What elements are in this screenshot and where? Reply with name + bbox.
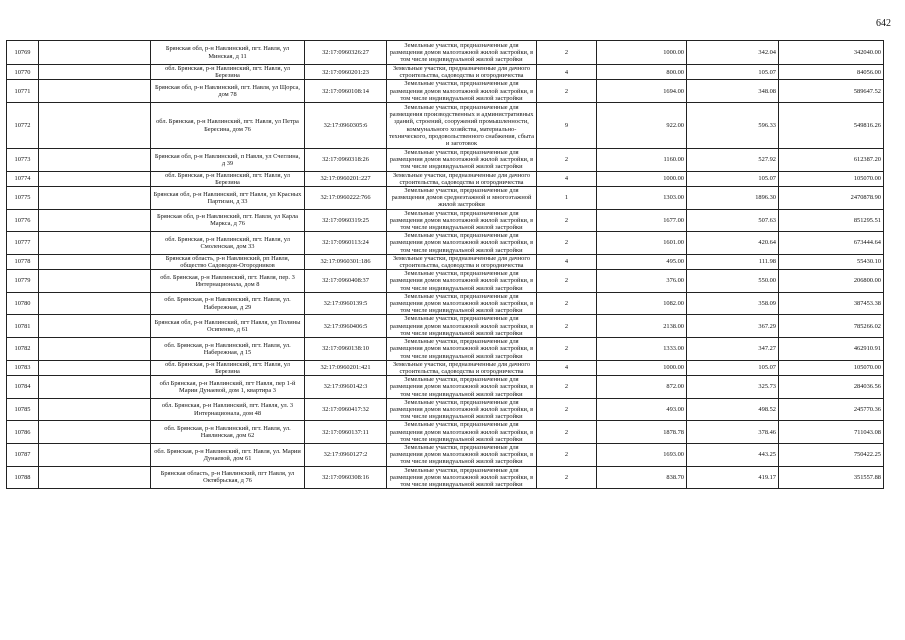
row-number: 10782: [7, 338, 39, 361]
blank-cell: [39, 360, 151, 375]
cadastral-value-cell: 673444.64: [779, 232, 884, 255]
cadastral-number-cell: 32:17:0960201:227: [305, 171, 387, 186]
blank-cell: [39, 149, 151, 172]
row-number: 10787: [7, 443, 39, 466]
cadastral-number-cell: 32:17:0960301:186: [305, 254, 387, 269]
area-cell: 2138.00: [597, 315, 687, 338]
land-use-cell: Земельные участки, предназначенные для дачного строительства, садоводства и огородничества: [387, 171, 537, 186]
land-use-cell: Земельные участки, предназначенные для размещения производственных и административных зданий, строений, сооружений промышленности, коммунального хозяйства, материально-технического, продовольственного снабжения, сбыта и заготовок: [387, 103, 537, 149]
group-number-cell: 2: [537, 466, 597, 489]
group-number-cell: 2: [537, 376, 597, 399]
area-cell: 922.00: [597, 103, 687, 149]
land-use-cell: Земельные участки, предназначенные для дачного строительства, садоводства и огородничества: [387, 254, 537, 269]
land-use-cell: Земельные участки, предназначенные для размещения домов малоэтажной жилой застройки, в том числе индивидуальной жилой застройки: [387, 315, 537, 338]
cadastral-number-cell: 32:17:0960138:10: [305, 338, 387, 361]
row-number: 10777: [7, 232, 39, 255]
blank-cell: [39, 103, 151, 149]
table-row: [7, 149, 884, 172]
rate-cell: 347.27: [687, 338, 779, 361]
cadastral-value-cell: 84056.00: [779, 65, 884, 80]
group-number-cell: 4: [537, 360, 597, 375]
group-number-cell: 4: [537, 65, 597, 80]
cadastral-number-cell: 32:17:0960305:6: [305, 103, 387, 149]
blank-cell: [39, 376, 151, 399]
row-number: 10778: [7, 254, 39, 269]
cadastral-value-cell: 105070.00: [779, 171, 884, 186]
cadastral-value-cell: 549816.26: [779, 103, 884, 149]
address-cell: обл. Брянская, р-н Навлинский, пгт. Навля, ул. Навлинская, дом 62: [151, 421, 305, 444]
cadastral-value-cell: 711043.08: [779, 421, 884, 444]
table-row: [7, 209, 884, 232]
rate-cell: 498.52: [687, 398, 779, 421]
area-cell: 376.00: [597, 270, 687, 293]
cadastral-number-cell: 32:17:0960139:5: [305, 292, 387, 315]
address-cell: Брянская область, р-н Навлинский, пгт Навля, ул Октябрьская, д 76: [151, 466, 305, 489]
row-number: 10786: [7, 421, 39, 444]
cadastral-number-cell: 32:17:0960113:24: [305, 232, 387, 255]
rate-cell: 419.17: [687, 466, 779, 489]
table-row: [7, 338, 884, 361]
area-cell: 1160.00: [597, 149, 687, 172]
rate-cell: 105.07: [687, 65, 779, 80]
address-cell: обл. Брянская, р-н Навлинский, пгт. Навля, ул Петра Бересина, дом 76: [151, 103, 305, 149]
row-number: 10770: [7, 65, 39, 80]
area-cell: 800.00: [597, 65, 687, 80]
blank-cell: [39, 315, 151, 338]
rate-cell: 507.63: [687, 209, 779, 232]
blank-cell: [39, 232, 151, 255]
rate-cell: 105.07: [687, 360, 779, 375]
rate-cell: 378.46: [687, 421, 779, 444]
row-number: 10769: [7, 41, 39, 65]
land-use-cell: Земельные участки, предназначенные для размещения домов малоэтажной жилой застройки, в том числе индивидуальной жилой застройки: [387, 421, 537, 444]
table-row: [7, 254, 884, 269]
cadastral-value-cell: 851295.51: [779, 209, 884, 232]
blank-cell: [39, 421, 151, 444]
land-use-cell: Земельные участки, предназначенные для размещения домов малоэтажной жилой застройки, в том числе индивидуальной жилой застройки: [387, 466, 537, 489]
cadastral-number-cell: 32:17:0960127:2: [305, 443, 387, 466]
cadastral-number-cell: 32:17:0960326:27: [305, 41, 387, 65]
address-cell: Брянская обл, р-н Навлинский, пгт Навля, ул Полины Осипенко, д 61: [151, 315, 305, 338]
group-number-cell: 2: [537, 292, 597, 315]
table-row: [7, 421, 884, 444]
address-cell: обл. Брянская, р-н Навлинский, пгт. Навля, ул Смоленская, дом 33: [151, 232, 305, 255]
land-use-cell: Земельные участки, предназначенные для размещения домов малоэтажной жилой застройки, в том числе индивидуальной жилой застройки: [387, 292, 537, 315]
area-cell: 1082.00: [597, 292, 687, 315]
rate-cell: 111.98: [687, 254, 779, 269]
cadastral-number-cell: 32:17:0960142:3: [305, 376, 387, 399]
group-number-cell: 2: [537, 398, 597, 421]
table-row: [7, 171, 884, 186]
rate-cell: 1896.30: [687, 187, 779, 210]
blank-cell: [39, 187, 151, 210]
group-number-cell: 2: [537, 209, 597, 232]
cadastral-number-cell: 32:17:0960201:23: [305, 65, 387, 80]
table-row: [7, 187, 884, 210]
blank-cell: [39, 254, 151, 269]
blank-cell: [39, 209, 151, 232]
cadastral-number-cell: 32:17:0960201:421: [305, 360, 387, 375]
row-number: 10772: [7, 103, 39, 149]
row-number: 10780: [7, 292, 39, 315]
address-cell: обл. Брянская, р-н Навлинский, пгт. Навля, пер. 3 Интернационала, дом 8: [151, 270, 305, 293]
table-row: [7, 398, 884, 421]
blank-cell: [39, 292, 151, 315]
group-number-cell: 2: [537, 232, 597, 255]
rate-cell: 348.08: [687, 80, 779, 103]
rate-cell: 325.73: [687, 376, 779, 399]
area-cell: 1000.00: [597, 360, 687, 375]
cadastral-value-cell: 206800.00: [779, 270, 884, 293]
address-cell: Брянская обл, р-н Навлинский, пгт Навля, ул Красных Партизан, д 33: [151, 187, 305, 210]
rate-cell: 550.00: [687, 270, 779, 293]
group-number-cell: 4: [537, 254, 597, 269]
row-number: 10773: [7, 149, 39, 172]
land-use-cell: Земельные участки, предназначенные для размещения домов малоэтажной жилой застройки, в том числе индивидуальной жилой застройки: [387, 338, 537, 361]
land-use-cell: Земельные участки, предназначенные для размещения домов малоэтажной жилой застройки, в том числе индивидуальной жилой застройки: [387, 149, 537, 172]
cadastral-value-cell: 342040.00: [779, 41, 884, 65]
area-cell: 838.70: [597, 466, 687, 489]
address-cell: Брянская обл, р-н Навлинский, п Навля, ул Счеглина, д 39: [151, 149, 305, 172]
blank-cell: [39, 41, 151, 65]
cadastral-value-cell: 351557.88: [779, 466, 884, 489]
rate-cell: 367.29: [687, 315, 779, 338]
address-cell: обл. Брянская, р-н Навлинский, пгт. Навля, ул Березина: [151, 171, 305, 186]
group-number-cell: 2: [537, 149, 597, 172]
table-row: [7, 292, 884, 315]
row-number: 10771: [7, 80, 39, 103]
cadastral-number-cell: 32:17:0960137:11: [305, 421, 387, 444]
rate-cell: 443.25: [687, 443, 779, 466]
area-cell: 1694.00: [597, 80, 687, 103]
cadastral-value-cell: 387453.38: [779, 292, 884, 315]
blank-cell: [39, 338, 151, 361]
table-row: [7, 232, 884, 255]
table-row: [7, 41, 884, 65]
table-row: [7, 360, 884, 375]
group-number-cell: 2: [537, 80, 597, 103]
land-use-cell: Земельные участки, предназначенные для размещения домов малоэтажной жилой застройки, в том числе индивидуальной жилой застройки: [387, 209, 537, 232]
blank-cell: [39, 398, 151, 421]
land-use-cell: Земельные участки, предназначенные для дачного строительства, садоводства и огородничества: [387, 360, 537, 375]
row-number: 10784: [7, 376, 39, 399]
area-cell: 1000.00: [597, 171, 687, 186]
address-cell: обл. Брянская, р-н Навлинский, пгт. Навля, ул. Набережная, д 29: [151, 292, 305, 315]
cadastral-value-cell: 245770.36: [779, 398, 884, 421]
table-row: [7, 376, 884, 399]
group-number-cell: 2: [537, 443, 597, 466]
rate-cell: 342.04: [687, 41, 779, 65]
land-use-cell: Земельные участки, предназначенные для размещения домов малоэтажной жилой застройки, в том числе индивидуальной жилой застройки: [387, 232, 537, 255]
table-row: [7, 270, 884, 293]
land-use-cell: Земельные участки, предназначенные для размещения домов малоэтажной жилой застройки, в том числе индивидуальной жилой застройки: [387, 398, 537, 421]
address-cell: обл. Брянская, р-н Навлинский, пгт. Навля, ул Березина: [151, 360, 305, 375]
cadastral-value-cell: 750422.25: [779, 443, 884, 466]
blank-cell: [39, 270, 151, 293]
cadastral-number-cell: 32:17:0960222:766: [305, 187, 387, 210]
table-row: [7, 65, 884, 80]
page-number: 642: [876, 18, 891, 29]
group-number-cell: 4: [537, 171, 597, 186]
address-cell: обл. Брянская, р-н Навлинский, пгт. Навля, ул Березина: [151, 65, 305, 80]
cadastral-value-cell: 105070.00: [779, 360, 884, 375]
area-cell: 872.00: [597, 376, 687, 399]
row-number: 10774: [7, 171, 39, 186]
row-number: 10781: [7, 315, 39, 338]
address-cell: Брянская область, р-н Навлинский, рп Навля, общество Садоводов-Огородников: [151, 254, 305, 269]
cadastral-number-cell: 32:17:0960319:25: [305, 209, 387, 232]
cadastral-value-table: [6, 40, 884, 489]
row-number: 10779: [7, 270, 39, 293]
blank-cell: [39, 80, 151, 103]
row-number: 10785: [7, 398, 39, 421]
land-use-cell: Земельные участки, предназначенные для размещения домов малоэтажной жилой застройки, в том числе индивидуальной жилой застройки: [387, 41, 537, 65]
row-number: 10783: [7, 360, 39, 375]
row-number: 10788: [7, 466, 39, 489]
table-row: [7, 315, 884, 338]
land-use-cell: Земельные участки, предназначенные для дачного строительства, садоводства и огородничества: [387, 65, 537, 80]
area-cell: 1601.00: [597, 232, 687, 255]
land-use-cell: Земельные участки, предназначенные для размещения домов малоэтажной жилой застройки, в том числе индивидуальной жилой застройки: [387, 443, 537, 466]
rate-cell: 420.64: [687, 232, 779, 255]
table-body: [7, 41, 884, 489]
cadastral-value-cell: 612387.20: [779, 149, 884, 172]
cadastral-number-cell: 32:17:0960408:37: [305, 270, 387, 293]
area-cell: 1693.00: [597, 443, 687, 466]
area-cell: 493.00: [597, 398, 687, 421]
land-use-cell: Земельные участки, предназначенные для размещения домов малоэтажной жилой застройки, в том числе индивидуальной жилой застройки: [387, 376, 537, 399]
address-cell: обл. Брянская, р-н Навлинский, пгт. Навля, ул. Марии Дунаевой, дом 61: [151, 443, 305, 466]
table-row: [7, 443, 884, 466]
cadastral-value-cell: 589647.52: [779, 80, 884, 103]
cadastral-value-cell: 55430.10: [779, 254, 884, 269]
blank-cell: [39, 443, 151, 466]
blank-cell: [39, 171, 151, 186]
address-cell: Брянская обл, р-н Навлинский, пгт. Навля, ул Минская, д 11: [151, 41, 305, 65]
address-cell: обл Брянская, р-н Навлинский, пгт Навля, пер 1-й Марии Дунаевой, дом 1, квартира 3: [151, 376, 305, 399]
row-number: 10775: [7, 187, 39, 210]
row-number: 10776: [7, 209, 39, 232]
address-cell: Брянская обл, р-н Навлинский, пгт. Навля, ул Щорса, дом 78: [151, 80, 305, 103]
group-number-cell: 2: [537, 338, 597, 361]
group-number-cell: 9: [537, 103, 597, 149]
group-number-cell: 2: [537, 315, 597, 338]
cadastral-value-cell: 785266.02: [779, 315, 884, 338]
group-number-cell: 2: [537, 41, 597, 65]
address-cell: обл. Брянская, р-н Навлинский, пгт. Навля, ул. Набережная, д 15: [151, 338, 305, 361]
group-number-cell: 2: [537, 421, 597, 444]
land-use-cell: Земельные участки, предназначенные для размещения домов малоэтажной жилой застройки, в том числе индивидуальной жилой застройки: [387, 80, 537, 103]
rate-cell: 596.33: [687, 103, 779, 149]
group-number-cell: 2: [537, 270, 597, 293]
area-cell: 1000.00: [597, 41, 687, 65]
group-number-cell: 1: [537, 187, 597, 210]
rate-cell: 358.09: [687, 292, 779, 315]
blank-cell: [39, 466, 151, 489]
area-cell: 495.00: [597, 254, 687, 269]
cadastral-number-cell: 32:17:0960406:5: [305, 315, 387, 338]
area-cell: 1333.00: [597, 338, 687, 361]
table-row: [7, 466, 884, 489]
rate-cell: 105.07: [687, 171, 779, 186]
table-row: [7, 103, 884, 149]
land-use-cell: Земельные участки, предназначенные для размещения домов среднеэтажной и многоэтажной жилой застройки: [387, 187, 537, 210]
land-use-cell: Земельные участки, предназначенные для размещения домов малоэтажной жилой застройки, в том числе индивидуальной жилой застройки: [387, 270, 537, 293]
cadastral-value-cell: 462910.91: [779, 338, 884, 361]
rate-cell: 527.92: [687, 149, 779, 172]
blank-cell: [39, 65, 151, 80]
area-cell: 1878.78: [597, 421, 687, 444]
cadastral-value-cell: 284036.56: [779, 376, 884, 399]
cadastral-number-cell: 32:17:0960108:14: [305, 80, 387, 103]
cadastral-number-cell: 32:17:0960308:16: [305, 466, 387, 489]
cadastral-number-cell: 32:17:0960318:26: [305, 149, 387, 172]
area-cell: 1303.00: [597, 187, 687, 210]
area-cell: 1677.00: [597, 209, 687, 232]
cadastral-number-cell: 32:17:0960417:32: [305, 398, 387, 421]
table-row: [7, 80, 884, 103]
cadastral-value-cell: 2470878.90: [779, 187, 884, 210]
address-cell: обл. Брянская, р-н Навлинский, пгт. Навля, ул. 3 Интернационала, дом 48: [151, 398, 305, 421]
address-cell: Брянская обл, р-н Навлинский, пгт. Навля, ул Карла Маркса, д 76: [151, 209, 305, 232]
